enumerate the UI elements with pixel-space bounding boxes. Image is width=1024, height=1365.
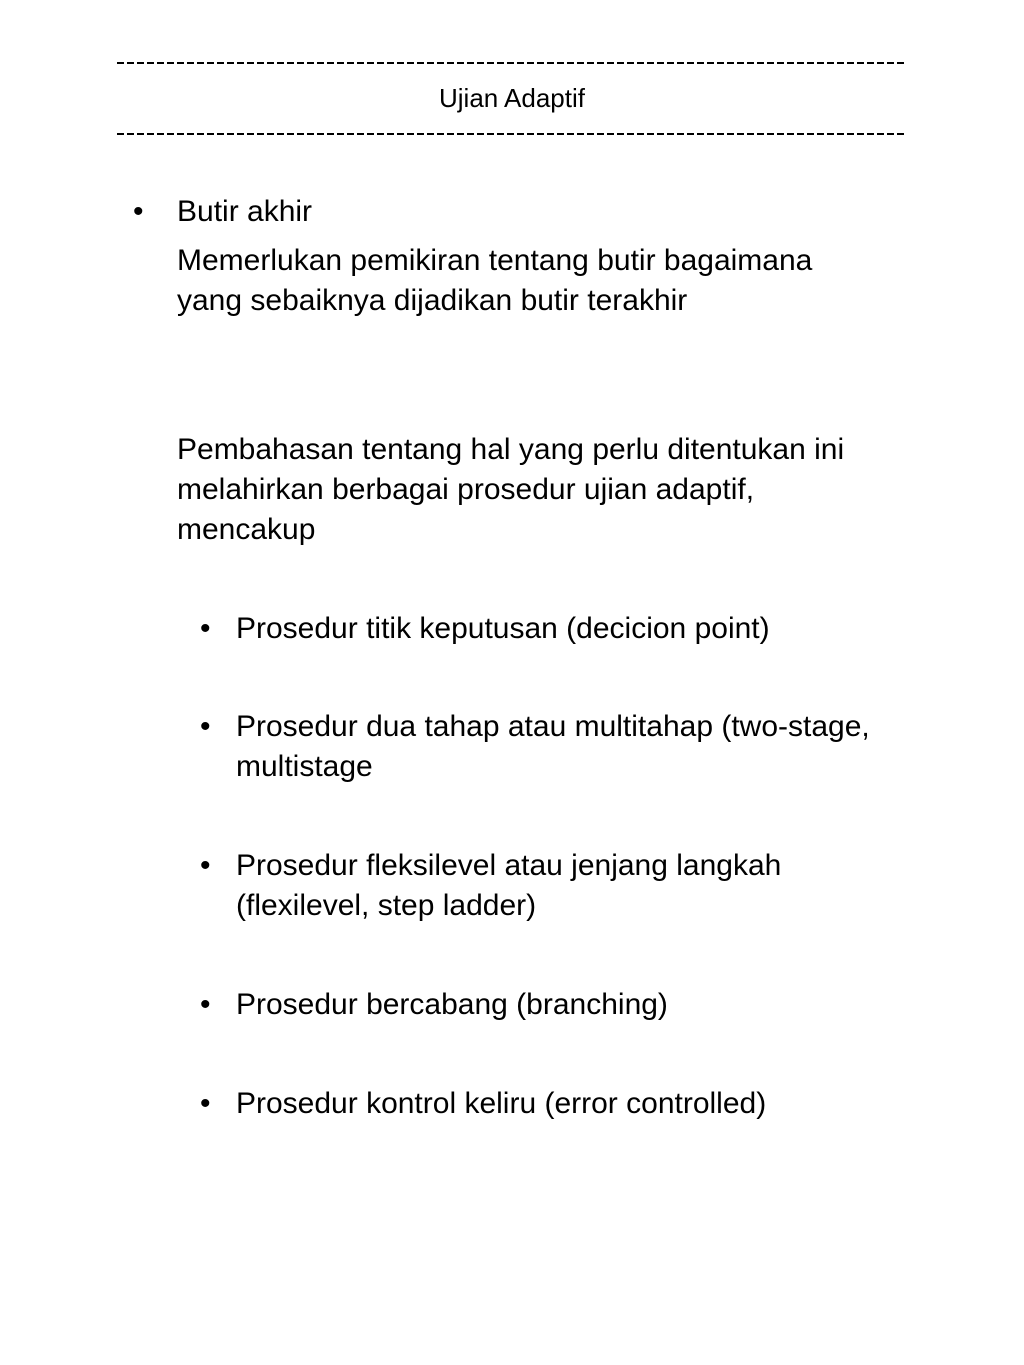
header-top-dashed-rule [117,62,907,64]
main-item-label: Butir akhir [177,195,313,228]
paragraph-line: yang sebaiknya dijadikan butir terakhir [177,284,688,317]
list-item-line: multistage [236,750,373,783]
list-item-line: Prosedur dua tahap atau multitahap (two-stage, [236,710,870,743]
list-item-line: Prosedur titik keputusan (decicion point) [236,612,770,645]
list-item-text [236,846,781,926]
slide-header-title: Ujian Adaptif [439,83,585,113]
paragraph-line: mencakup [177,513,316,546]
list-item-text [236,707,870,787]
header-bottom-dashed-rule [117,133,907,135]
bullet-icon: • [200,710,211,743]
list-item-text [236,1084,766,1124]
paragraph-line: melahirkan berbagai prosedur ujian adaptif, [177,473,755,506]
paragraph-final-item [177,241,812,321]
list-item-line: (flexilevel, step ladder) [236,889,537,922]
main-bullet-icon: • [133,195,144,228]
list-item-line: Prosedur fleksilevel atau jenjang langkah [236,849,782,882]
bullet-icon: • [200,988,211,1021]
bullet-icon: • [200,849,211,882]
paragraph-procedures-intro [177,430,844,550]
list-item-line: Prosedur bercabang (branching) [236,988,668,1021]
list-item-text [236,609,770,649]
list-item-text [236,985,668,1025]
paragraph-line: Memerlukan pemikiran tentang butir bagaimana [177,244,813,277]
list-item-line: Prosedur kontrol keliru (error controlled) [236,1087,767,1120]
paragraph-line: Pembahasan tentang hal yang perlu ditentukan ini [177,433,845,466]
bullet-icon: • [200,612,211,645]
bullet-icon: • [200,1087,211,1120]
